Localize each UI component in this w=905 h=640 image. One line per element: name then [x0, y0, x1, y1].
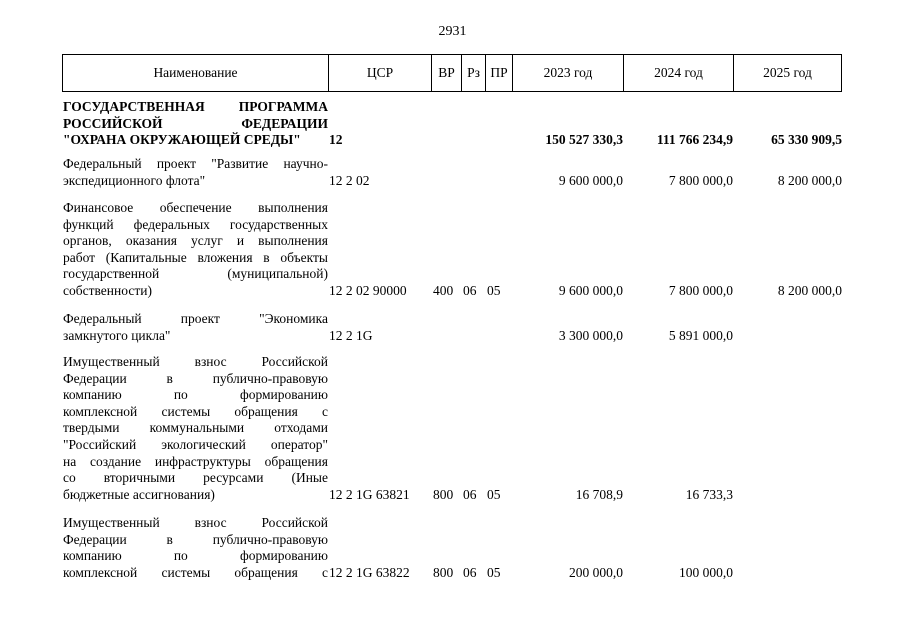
row-2023: 9 600 000,0	[558, 283, 623, 298]
row-2024: 100 000,0	[679, 564, 733, 580]
row-name-line: комплексной системы обращения с	[63, 403, 328, 419]
row-2023: 200 000,0	[569, 564, 623, 580]
row-name-line: компанию по формированию	[63, 387, 328, 403]
row-name-line: государственной (муниципальной)	[63, 266, 328, 282]
row-name-line: работ (Капитальные вложения в объекты	[63, 249, 328, 265]
header-2024: 2024 год	[624, 55, 734, 91]
row-2023: 9 600 000,0	[558, 172, 623, 188]
row-name-line: Федерации в публично-правовую	[63, 370, 328, 386]
row-name	[63, 200, 328, 300]
row-name	[63, 354, 328, 503]
row-name-line: бюджетные ассигнования)	[63, 486, 215, 502]
row-vr: 800	[433, 564, 454, 580]
row-name-line: органов, оказания услуг и выполнения	[63, 233, 328, 249]
row-2025: 8 200 000,0	[777, 172, 842, 188]
row-csr: 12 2 1G	[329, 327, 373, 343]
row-csr: 12 2 02 90000	[329, 283, 407, 298]
row-2023: 16 708,9	[575, 486, 623, 502]
row-name-line: ГОСУДАРСТВЕННАЯ ПРОГРАММА	[63, 99, 328, 114]
row-name	[63, 515, 328, 581]
row-name	[63, 156, 328, 189]
row-csr: 12 2 02	[329, 172, 370, 188]
row-name-line: "ОХРАНА ОКРУЖАЮЩЕЙ СРЕДЫ"	[63, 132, 301, 148]
header-name: Наименование	[63, 55, 329, 91]
row-pr: 05	[487, 564, 501, 580]
row-csr: 12 2 1G 63821	[329, 486, 410, 502]
row-name-line: на создание инфраструктуры обращения	[63, 453, 328, 469]
row-name	[63, 99, 328, 149]
row-name-line: Финансовое обеспечение выполнения	[63, 200, 328, 215]
header-pr: ПР	[486, 55, 513, 91]
row-2023: 3 300 000,0	[558, 327, 623, 343]
row-name-line: функций федеральных государственных	[63, 216, 328, 232]
header-csr: ЦСР	[329, 55, 432, 91]
header-vr: ВР	[432, 55, 462, 91]
header-rz: Рз	[462, 55, 486, 91]
row-name-line: со вторичными ресурсами (Иные	[63, 470, 328, 486]
row-rz: 06	[463, 283, 477, 298]
row-pr: 05	[487, 486, 501, 502]
row-2024: 7 800 000,0	[668, 172, 733, 188]
row-name-line: РОССИЙСКОЙ ФЕДЕРАЦИИ	[63, 115, 328, 131]
table-header	[62, 54, 842, 92]
row-name-line: экспедиционного флота"	[63, 172, 206, 188]
row-name-line: компанию по формированию	[63, 548, 328, 564]
row-2024: 7 800 000,0	[668, 283, 733, 298]
row-name-line: твердыми коммунальными отходами	[63, 420, 328, 436]
row-name-line: замкнутого цикла"	[63, 327, 171, 343]
row-pr: 05	[487, 283, 501, 298]
row-vr: 400	[433, 283, 454, 298]
row-rz: 06	[463, 564, 477, 580]
row-vr: 800	[433, 486, 454, 502]
row-rz: 06	[463, 486, 477, 502]
row-name-line: Имущественный взнос Российской	[63, 354, 328, 369]
row-name	[63, 311, 328, 344]
row-csr: 12	[329, 132, 343, 148]
row-name-line: Федеральный проект "Развитие научно-	[63, 156, 328, 171]
row-2023: 150 527 330,3	[545, 132, 623, 148]
row-2024: 16 733,3	[685, 486, 733, 502]
row-name-line: Федерации в публично-правовую	[63, 531, 328, 547]
row-name-line: Имущественный взнос Российской	[63, 515, 328, 530]
row-name-line: собственности)	[63, 282, 152, 298]
row-name-line: комплексной системы обращения с	[63, 564, 328, 580]
row-2025: 65 330 909,5	[771, 132, 842, 148]
header-2025: 2025 год	[763, 65, 812, 80]
row-2024: 5 891 000,0	[668, 327, 733, 343]
row-csr: 12 2 1G 63822	[329, 564, 410, 580]
row-name-line: Федеральный проект "Экономика	[63, 311, 328, 326]
header-2023: 2023 год	[513, 55, 624, 91]
row-2024: 111 766 234,9	[656, 132, 733, 148]
page-number: 2931	[438, 24, 467, 39]
row-name-line: "Российский экологический оператор"	[63, 436, 328, 452]
row-2025: 8 200 000,0	[777, 283, 842, 298]
